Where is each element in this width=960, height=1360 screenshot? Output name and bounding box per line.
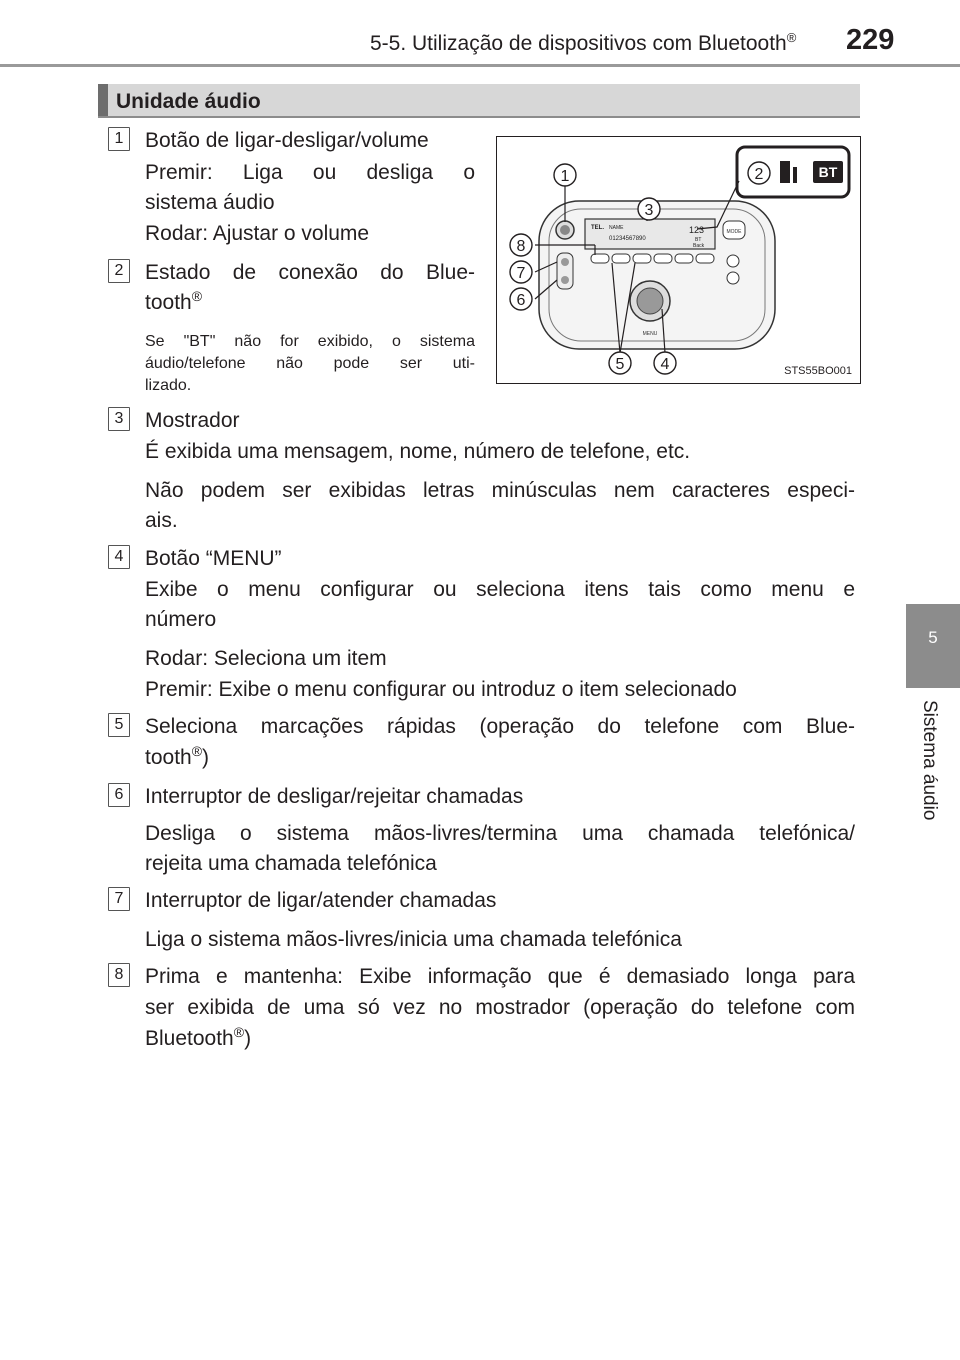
item-1-line-2: Premir: Liga ou desliga o	[145, 161, 475, 184]
display-back: Back	[693, 243, 705, 249]
item-1-title: Botão de ligar-desligar/volume	[145, 129, 429, 152]
item-number-5: 5	[108, 713, 130, 737]
callout-7-label: 7	[516, 265, 526, 282]
callout-3-label: 3	[644, 202, 654, 219]
item-4-line-3: número	[145, 608, 217, 631]
item-8-line-1: Prima e mantenha: Exibe informação que é demasiado longa para	[145, 965, 855, 988]
item-number-3: 3	[108, 407, 130, 431]
item-2-note-2: áudio/telefone não pode ser uti-	[145, 355, 475, 372]
item-4-line-2: Exibe o menu configurar ou seleciona itens tais como menu e	[145, 578, 855, 601]
item-number-7: 7	[108, 887, 130, 911]
item-5-title-cont: tooth®)	[145, 743, 210, 769]
item-6-line-3: rejeita uma chamada telefónica	[145, 852, 437, 875]
item-6-title: Interruptor de desligar/rejeitar chamadas	[145, 785, 524, 808]
audio-unit-figure	[496, 136, 861, 384]
callout-8-label: 8	[516, 238, 526, 255]
callout-6-label: 6	[516, 292, 526, 309]
menu-label: MENU	[642, 331, 658, 337]
item-number-1: 1	[108, 127, 130, 151]
chapter-number: 5	[928, 628, 938, 647]
running-header: 5-5. Utilização de dispositivos com Bluetooth®	[370, 30, 797, 55]
item-4-line-4: Rodar: Seleciona um item	[145, 647, 387, 670]
item-8-line-2: ser exibida de uma só vez no mostrador (operação do telefone com	[145, 996, 855, 1019]
item-number-4: 4	[108, 545, 130, 569]
item-2-title-cont: tooth®	[145, 288, 203, 314]
display-name: NAME	[609, 225, 624, 231]
callout-4-label: 4	[660, 356, 670, 373]
item-4-title: Botão “MENU”	[145, 547, 282, 570]
mode-label: MODE	[726, 229, 742, 235]
item-3-line-2: É exibida uma mensagem, nome, número de telefone, etc.	[145, 440, 691, 463]
display-bt: BT	[695, 237, 702, 243]
item-number-6: 6	[108, 783, 130, 807]
item-7-title: Interruptor de ligar/atender chamadas	[145, 889, 497, 912]
figure-code: STS55BO001	[784, 365, 852, 377]
display-number: 01234567890	[609, 236, 646, 242]
item-number-8: 8	[108, 963, 130, 987]
chapter-title: Sistema áudio	[919, 700, 940, 821]
item-2-title: Estado de conexão do Blue-	[145, 261, 475, 284]
item-4-line-5: Premir: Exibe o menu configurar ou introduz o item selecionado	[145, 678, 737, 701]
item-2-note-3: lizado.	[145, 377, 192, 394]
item-1-line-4: Rodar: Ajustar o volume	[145, 222, 370, 245]
item-8-line-3: Bluetooth®)	[145, 1024, 252, 1050]
item-number-2: 2	[108, 259, 130, 283]
callout-5-label: 5	[615, 356, 625, 373]
header-rule	[0, 64, 960, 67]
section-title: Unidade áudio	[116, 90, 261, 113]
item-7-line-2: Liga o sistema mãos-livres/inicia uma chamada telefónica	[145, 928, 682, 951]
audio-unit-illustration	[497, 137, 862, 385]
bt-indicator: BT	[818, 164, 838, 180]
display-count: 123	[689, 225, 705, 235]
display-tel: TEL.	[591, 225, 604, 231]
callout-1-label: 1	[560, 168, 570, 185]
item-2-note-1: Se "BT" não for exibido, o sistema	[145, 333, 475, 350]
callout-2-label: 2	[754, 166, 764, 183]
item-3-title: Mostrador	[145, 409, 240, 432]
item-1-line-3: sistema áudio	[145, 191, 275, 214]
item-5-title: Seleciona marcações rápidas (operação do telefone com Blue-	[145, 715, 855, 738]
item-3-line-3: Não podem ser exibidas letras minúsculas nem caracteres especi-	[145, 479, 855, 502]
item-6-line-2: Desliga o sistema mãos-livres/termina uma chamada telefónica/	[145, 822, 855, 845]
page-number: 229	[846, 24, 895, 56]
item-3-line-4: ais.	[145, 509, 178, 532]
